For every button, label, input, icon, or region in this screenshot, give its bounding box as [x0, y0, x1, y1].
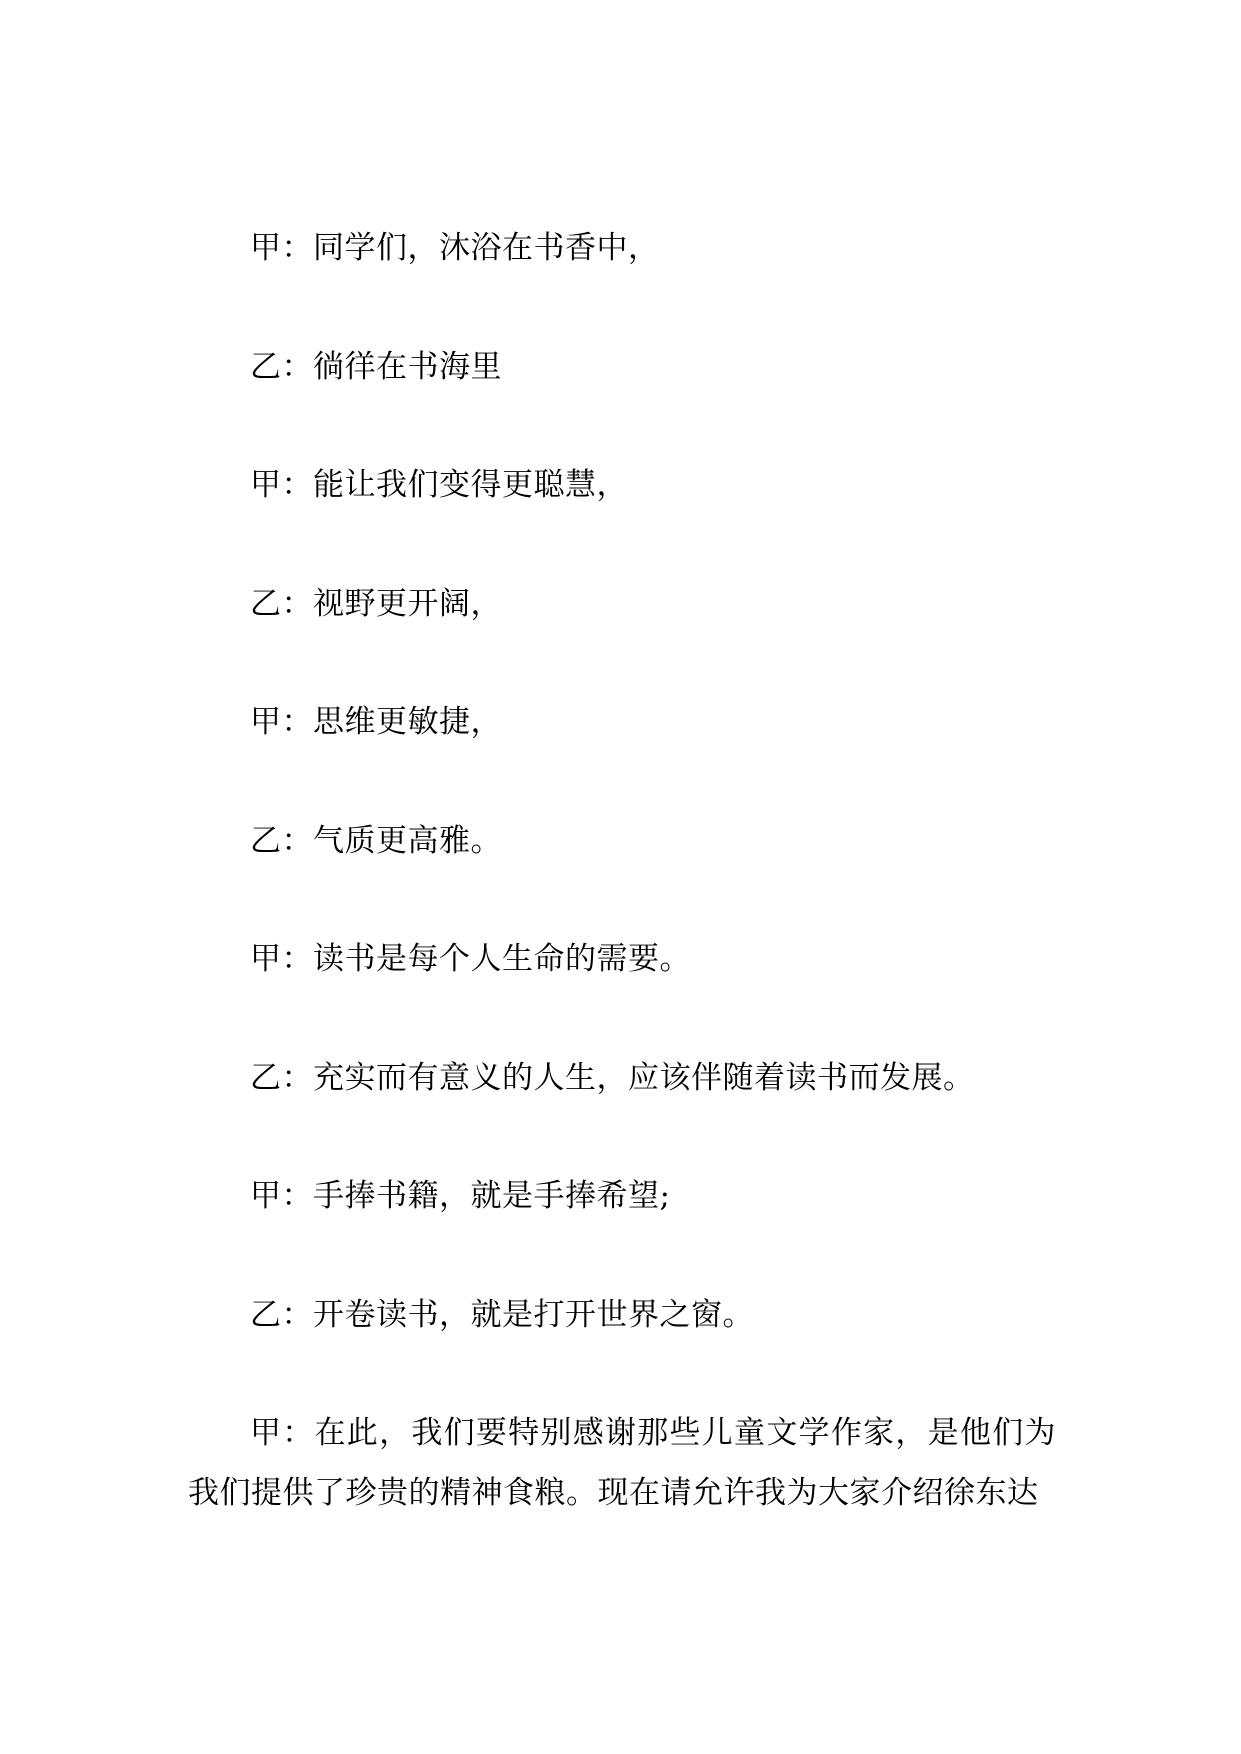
- dialogue-line: 乙：徜徉在书海里: [250, 348, 502, 385]
- dialogue-line: 甲：能让我们变得更聪慧，: [250, 467, 628, 503]
- dialogue-line: 甲：思维更敏捷，: [250, 704, 502, 740]
- dialogue-line: 乙：视野更开阔，: [250, 585, 502, 622]
- document-body: [188, 218, 1056, 1582]
- dialogue-line: 乙：气质更高雅。: [250, 822, 502, 859]
- dialogue-line: 乙：开卷读书，就是打开世界之窗。: [250, 1296, 754, 1333]
- dialogue-line: 乙：充实而有意义的人生，应该伴随着读书而发展。: [250, 1059, 975, 1096]
- dialogue-line: 甲：读书是每个人生命的需要。: [250, 941, 691, 977]
- dialogue-line: 甲：手捧书籍，就是手捧希望;: [250, 1178, 671, 1214]
- dialogue-line: 甲：同学们，沐浴在书香中，: [250, 230, 660, 266]
- dialogue-paragraph: 甲：在此，我们要特别感谢那些儿童文学作家，是他们为我们提供了珍贵的精神食粮。现在请允许我为大家介绍徐东达: [188, 1415, 1056, 1511]
